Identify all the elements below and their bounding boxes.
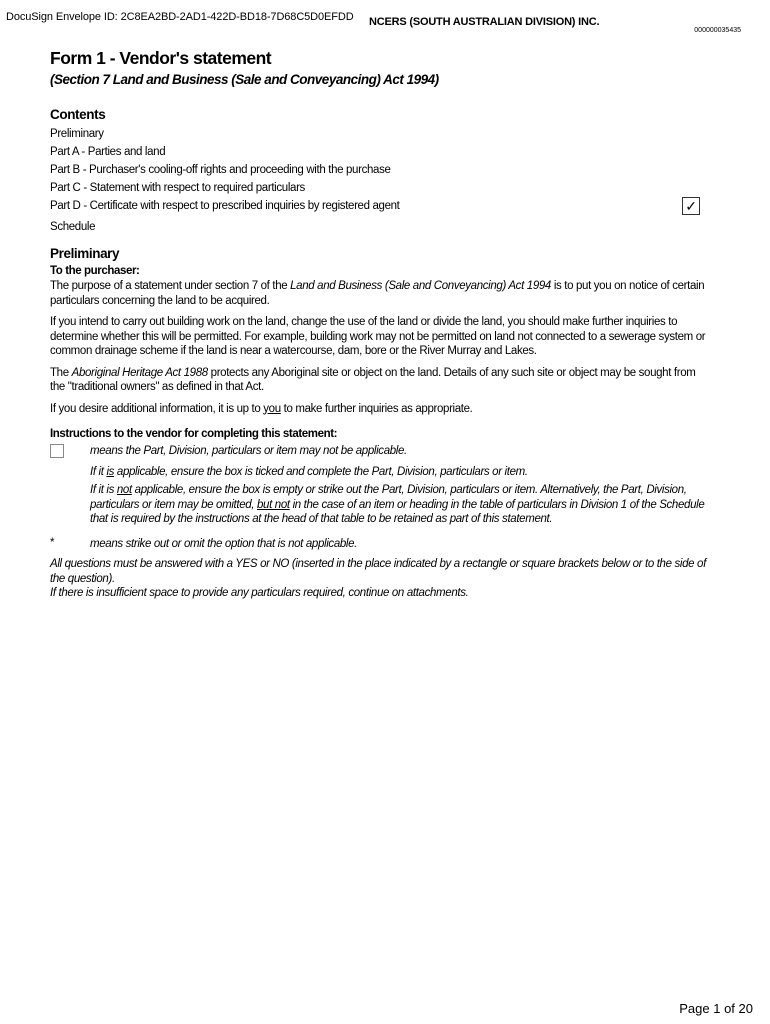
contents-heading: Contents	[50, 107, 106, 122]
part-d-checkbox[interactable]: ✓	[682, 197, 700, 215]
contents-item-label: Part D - Certificate with respect to prescribed inquiries by registered agent	[50, 200, 400, 212]
contents-list	[50, 125, 710, 236]
act-name: Aboriginal Heritage Act 1988	[71, 366, 208, 379]
envelope-id: DocuSign Envelope ID: 2C8EA2BD-2AD1-422D-BD18-7D68C5D0EFDD	[6, 11, 354, 23]
contents-item: Part C - Statement with respect to required particulars	[50, 182, 305, 194]
document-number: 000000035435	[694, 27, 741, 34]
star-instruction	[50, 537, 710, 552]
contents-item: Preliminary	[50, 128, 104, 140]
building-work-paragraph: If you intend to carry out building work on the land, change the use of the land or divide the land, you should make further inquiries to determine whether this will be permitted. For example, building work may not be permitted on land not connected to a sewerage system or common drainage scheme if the land is near a watercourse, dam, bore or the River Murray and Lakes.	[50, 316, 706, 357]
organisation-name: NCERS (SOUTH AUSTRALIAN DIVISION) INC.	[369, 16, 600, 28]
box-instruction	[50, 444, 710, 459]
to-purchaser-heading: To the purchaser:	[50, 265, 140, 277]
star-meaning: means strike out or omit the option that is not applicable.	[90, 537, 358, 550]
form-title: Form 1 - Vendor's statement	[50, 48, 272, 68]
instructions-heading: Instructions to the vendor for completing this statement:	[50, 428, 338, 440]
contents-item-part-d	[50, 197, 710, 215]
all-questions-note: All questions must be answered with a YES or NO (inserted in the place indicated by a rectangle or square brackets below or to the side of the question).	[50, 558, 706, 585]
form-subtitle: (Section 7 Land and Business (Sale and Conveyancing) Act 1994)	[50, 72, 439, 87]
contents-item: Schedule	[50, 221, 96, 233]
aboriginal-heritage-paragraph: The Aboriginal Heritage Act 1988 protects any Aboriginal site or object on the land. Details of any such site or object may be sought from the "traditional owners" as defined in that Act.	[50, 366, 696, 393]
box-meaning: means the Part, Division, particulars or item may not be applicable.	[90, 445, 407, 457]
contents-item: Part A - Parties and land	[50, 146, 166, 158]
asterisk-symbol: *	[50, 536, 55, 549]
form-content	[50, 48, 710, 601]
page-number: Page 1 of 20	[679, 1001, 753, 1016]
not-applicable-instruction: If it is not applicable, ensure the box is empty or strike out the Part, Division, particulars or item. Alternatively, the Part, Division, particulars or item may be omitted, but not in the case of an item or heading in the table of particulars in Division 1 of the Schedule that is required by the instructions at the head of that table to be retained as part of this statement.	[90, 484, 705, 525]
empty-box-icon	[50, 444, 64, 458]
act-name: Land and Business (Sale and Conveyancing) Act 1994	[290, 280, 551, 292]
additional-info-paragraph: If you desire additional information, it is up to you to make further inquiries as appropriate.	[50, 402, 473, 415]
applicable-instruction: If it is applicable, ensure the box is ticked and complete the Part, Division, particulars or item.	[90, 465, 528, 478]
insufficient-space-note: If there is insufficient space to provide any particulars required, continue on attachments.	[50, 587, 469, 599]
purpose-paragraph: The purpose of a statement under section 7 of the Land and Business (Sale and Conveyancing) Act 1994 is to put you on notice of certain particulars concerning the land to be acquired.	[50, 280, 705, 307]
preliminary-heading: Preliminary	[50, 246, 120, 261]
contents-item: Part B - Purchaser's cooling-off rights and proceeding with the purchase	[50, 164, 391, 176]
